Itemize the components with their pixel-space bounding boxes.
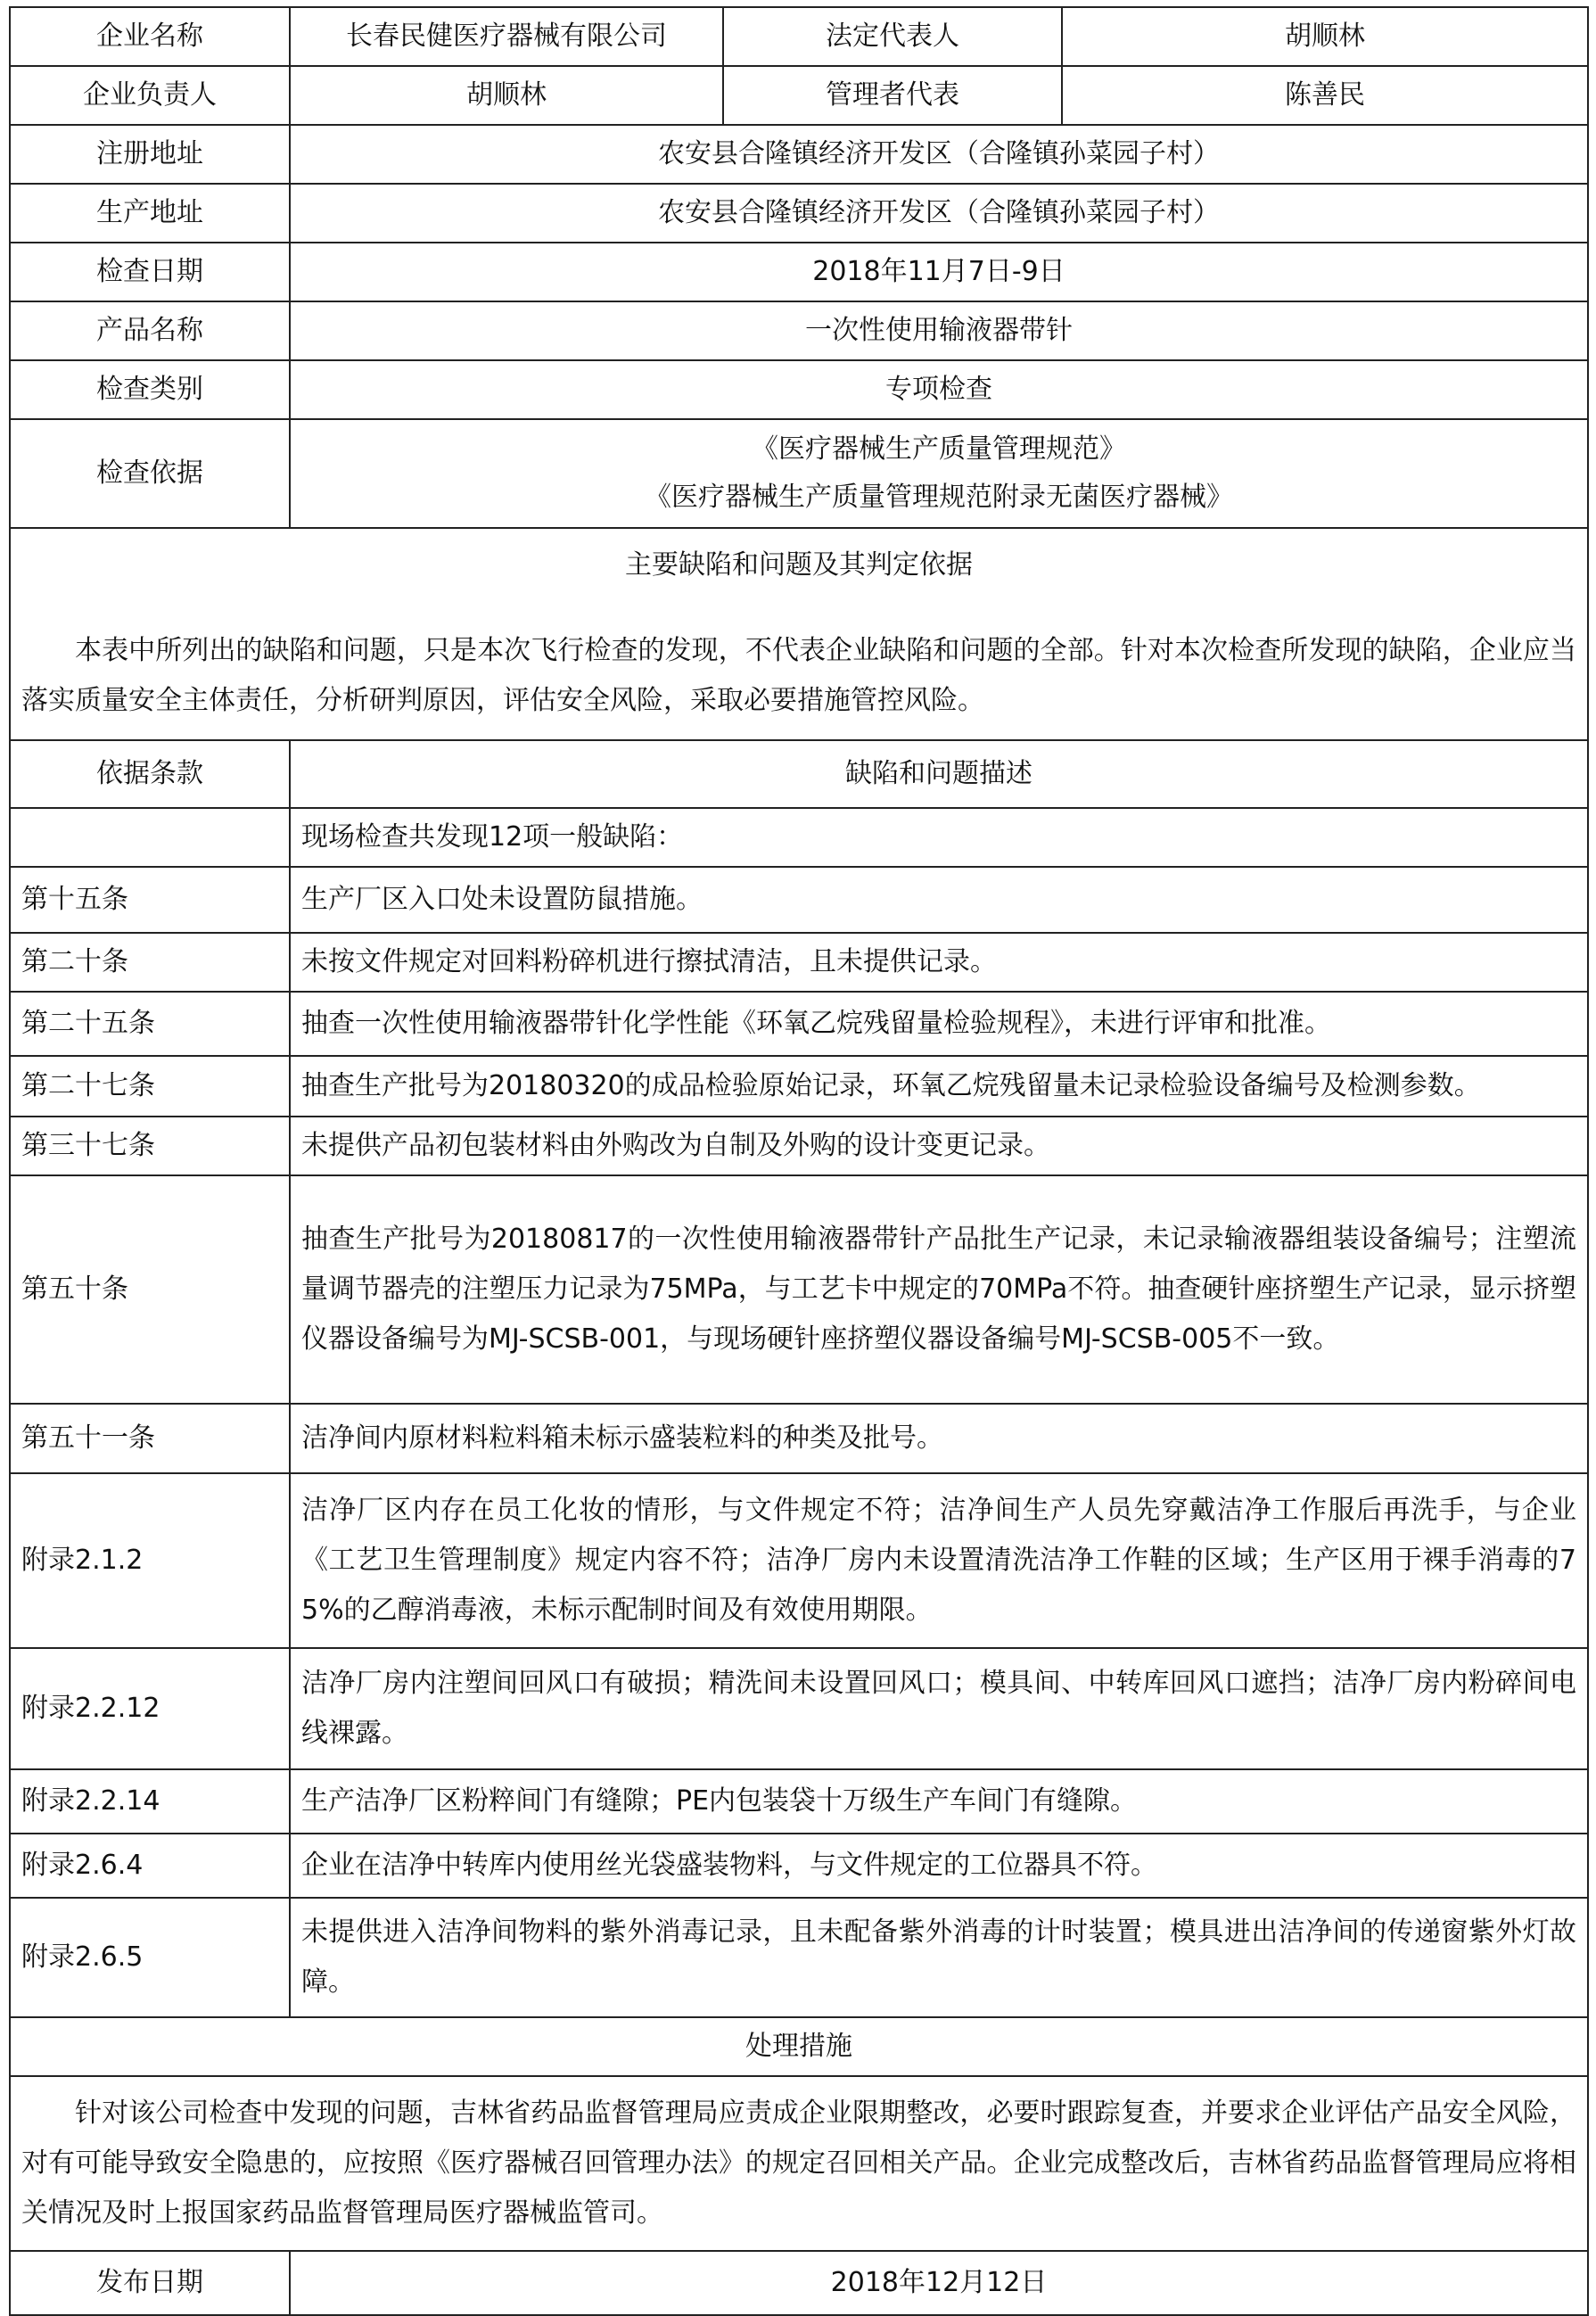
mgmt-rep-value: 陈善民	[1062, 66, 1588, 125]
col-desc-header: 缺陷和问题描述	[290, 740, 1588, 808]
table-row	[10, 1404, 1588, 1473]
product-value: 一次性使用输液器带针	[290, 301, 1588, 360]
defect-clause: 附录2.1.2	[10, 1473, 290, 1648]
defect-desc: 生产洁净厂区粉粹间门有缝隙；PE内包装袋十万级生产车间门有缝隙。	[290, 1769, 1588, 1834]
defect-desc: 洁净厂区内存在员工化妆的情形，与文件规定不符；洁净间生产人员先穿戴洁净工作服后再洗手，与企业《工艺卫生管理制度》规定内容不符；洁净厂房内未设置清洗洁净工作鞋的区域；生产区用于裸手消毒的75%的乙醇消毒液，未标示配制时间及有效使用期限。	[290, 1473, 1588, 1648]
measures-title-row	[10, 2017, 1588, 2076]
defects-summary-row	[10, 808, 1588, 867]
company-name-label: 企业名称	[10, 7, 290, 66]
defects-table	[9, 739, 1589, 2316]
defect-clause: 附录2.6.5	[10, 1898, 290, 2017]
basis-label: 检查依据	[10, 419, 290, 528]
company-name-value: 长春民健医疗器械有限公司	[290, 7, 723, 66]
defects-intro-text: 本表中所列出的缺陷和问题，只是本次飞行检查的发现，不代表企业缺陷和问题的全部。针对本次检查所发现的缺陷，企业应当落实质量安全主体责任，分析研判原因，评估安全风险，采取必要措施管控风险。	[21, 635, 1576, 716]
table-row	[10, 1648, 1588, 1769]
table-row	[10, 1898, 1588, 2017]
defect-clause: 附录2.2.14	[10, 1769, 290, 1834]
table-row	[10, 867, 1588, 933]
prod-address-value: 农安县合隆镇经济开发区（合隆镇孙菜园子村）	[290, 184, 1588, 243]
row-check-date	[10, 243, 1588, 301]
row-product	[10, 301, 1588, 360]
basis-line-1: 《医疗器械生产质量管理规范》	[752, 433, 1126, 465]
defect-desc: 企业在洁净中转库内使用丝光袋盛装物料，与文件规定的工位器具不符。	[290, 1834, 1588, 1898]
measures-text: 针对该公司检查中发现的问题，吉林省药品监督管理局应责成企业限期整改，必要时跟踪复查，并要求企业评估产品安全风险，对有可能导致安全隐患的，应按照《医疗器械召回管理办法》的规定召回相关产品。企业完成整改后，吉林省药品监督管理局应将相关情况及时上报国家药品监督管理局医疗器械监管司。	[10, 2076, 1588, 2251]
check-date-label: 检查日期	[10, 243, 290, 301]
defects-header-row	[10, 740, 1588, 808]
table-row	[10, 1473, 1588, 1648]
table-row	[10, 1056, 1588, 1117]
table-row	[10, 1175, 1588, 1404]
defect-clause: 附录2.2.12	[10, 1648, 290, 1769]
release-date-value: 2018年12月12日	[290, 2251, 1588, 2315]
table-row	[10, 992, 1588, 1056]
defect-desc: 洁净间内原材料粒料箱未标示盛装粒料的种类及批号。	[290, 1404, 1588, 1473]
basis-line-2: 《医疗器械生产质量管理规范附录无菌医疗器械》	[645, 482, 1233, 513]
check-date-value: 2018年11月7日-9日	[290, 243, 1588, 301]
check-type-label: 检查类别	[10, 360, 290, 419]
defects-summary: 现场检查共发现12项一般缺陷：	[290, 808, 1588, 867]
table-row	[10, 1117, 1588, 1175]
defect-desc: 未按文件规定对回料粉碎机进行擦拭清洁，且未提供记录。	[290, 933, 1588, 992]
defect-desc: 生产厂区入口处未设置防鼠措施。	[290, 867, 1588, 933]
mgmt-rep-label: 管理者代表	[723, 66, 1062, 125]
defect-clause: 第二十七条	[10, 1056, 290, 1117]
responsible-label: 企业负责人	[10, 66, 290, 125]
check-type-value: 专项检查	[290, 360, 1588, 419]
defect-desc: 抽查生产批号为20180817的一次性使用输液器带针产品批生产记录，未记录输液器组装设备编号；注塑流量调节器壳的注塑压力记录为75MPa，与工艺卡中规定的70MPa不符。抽查硬针座挤塑生产记录，显示挤塑仪器设备编号为MJ-SCSB-001，与现场硬针座挤塑仪器设备编号MJ-SCSB-005不一致。	[290, 1175, 1588, 1404]
table-row	[10, 1834, 1588, 1898]
defects-section-title: 主要缺陷和问题及其判定依据	[625, 549, 973, 581]
defect-clause: 第十五条	[10, 867, 290, 933]
measures-title: 处理措施	[10, 2017, 1588, 2076]
release-date-label: 发布日期	[10, 2251, 290, 2315]
product-label: 产品名称	[10, 301, 290, 360]
reg-address-label: 注册地址	[10, 125, 290, 184]
row-check-type	[10, 360, 1588, 419]
table-row	[10, 1769, 1588, 1834]
row-company	[10, 7, 1588, 66]
legal-rep-value: 胡顺林	[1062, 7, 1588, 66]
table-row	[10, 933, 1588, 992]
defect-desc: 洁净厂房内注塑间回风口有破损；精洗间未设置回风口；模具间、中转库回风口遮挡；洁净厂房内粉碎间电线裸露。	[290, 1648, 1588, 1769]
inspection-table	[9, 6, 1589, 741]
measures-text-row	[10, 2076, 1588, 2251]
defects-intro-cell	[10, 528, 1588, 740]
defect-clause: 第二十条	[10, 933, 290, 992]
col-clause-header: 依据条款	[10, 740, 290, 808]
release-row	[10, 2251, 1588, 2315]
defect-desc: 抽查生产批号为20180320的成品检验原始记录，环氧乙烷残留量未记录检验设备编号及检测参数。	[290, 1056, 1588, 1117]
row-responsible	[10, 66, 1588, 125]
defect-clause: 第五十一条	[10, 1404, 290, 1473]
legal-rep-label: 法定代表人	[723, 7, 1062, 66]
row-basis	[10, 419, 1588, 528]
defect-desc: 未提供进入洁净间物料的紫外消毒记录，且未配备紫外消毒的计时装置；模具进出洁净间的传递窗紫外灯故障。	[290, 1898, 1588, 2017]
defect-clause: 第二十五条	[10, 992, 290, 1056]
reg-address-value: 农安县合隆镇经济开发区（合隆镇孙菜园子村）	[290, 125, 1588, 184]
defect-desc: 未提供产品初包装材料由外购改为自制及外购的设计变更记录。	[290, 1117, 1588, 1175]
defect-clause: 第五十条	[10, 1175, 290, 1404]
row-reg-address	[10, 125, 1588, 184]
summary-clause-empty	[10, 808, 290, 867]
defect-desc: 抽查一次性使用输液器带针化学性能《环氧乙烷残留量检验规程》，未进行评审和批准。	[290, 992, 1588, 1056]
inspection-report	[9, 6, 1587, 2316]
row-prod-address	[10, 184, 1588, 243]
defect-clause: 第三十七条	[10, 1117, 290, 1175]
prod-address-label: 生产地址	[10, 184, 290, 243]
responsible-value: 胡顺林	[290, 66, 723, 125]
basis-value	[290, 419, 1588, 528]
defect-clause: 附录2.6.4	[10, 1834, 290, 1898]
row-defects-intro	[10, 528, 1588, 740]
